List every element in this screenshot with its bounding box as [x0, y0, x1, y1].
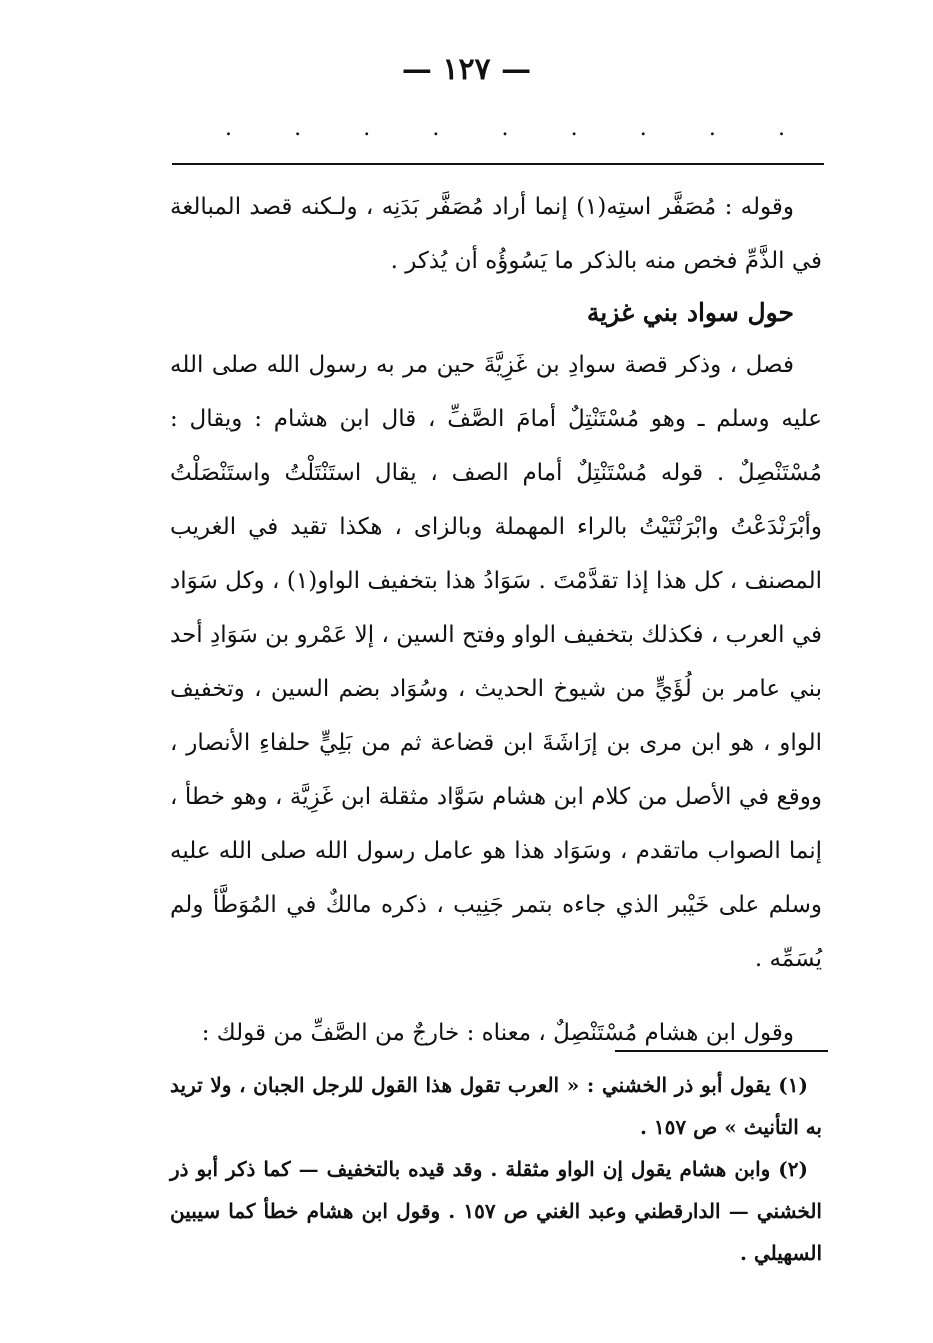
footnote-rule: [615, 1050, 828, 1052]
section-heading: حول سواد بني غزية: [586, 298, 794, 327]
dot: .: [778, 116, 785, 141]
footnote-2: (٢) وابن هشام يقول إن الواو مثقلة . وقد قيده بالتخفيف — كما ذكر أبو ذر الخشني — الدارقطني وعبد الغني ص ١٥٧ . وقول ابن هشام خطأ كما سيبين السهيلي .: [170, 1157, 822, 1265]
dot: .: [639, 116, 647, 141]
dot: .: [225, 116, 232, 141]
main-text: [170, 180, 822, 1060]
dot: .: [294, 116, 302, 141]
paragraph-intro: وقوله : مُصَفَّر استِه(١) إنما أراد مُصَفَّر بَدَنِه ، ولـكنه قصد المبالغة في الذَّمِّ فخص منه بالذكر ما يَسُوؤُه أن يُذكر .: [170, 194, 822, 274]
dot: .: [363, 116, 371, 141]
header-rule: [172, 163, 824, 165]
paragraph-main: فصل ، وذكر قصة سوادِ بن غَزِيَّةَ حين مر به رسول الله صلى الله عليه وسلم ـ وهو مُسْتَنْتِلٌ أمامَ الصَّفِّ ، قال ابن هشام : ويقال : مُسْتَنْصِلٌ . قوله مُسْتَنْتِلٌ أمام الصف ، يقال استَنْتَلْتُ واستَنْصَلْتُ وأبْرَنْدَعْتُ وابْرَنْتَيْتُ بالراء المهملة وبالزاى ، هكذا تقيد في الغريب المصنف ، كل هذا إذا تقدَّمْتَ . سَوَادُ هذا بتخفيف الواو(١) ، وكل سَوَاد في العرب ، فكذلك بتخفيف الواو وفتح السين ، إلا عَمْرو بن سَوَادِ أحد بني عامر بن لُؤَيٍّ من شيوخ الحديث ، وسُوَاد بضم السين ، وتخفيف الواو ، هو ابن مرى بن إرَاشَةَ ابن قضاعة ثم من بَلِيٍّ حلفاءِ الأنصار ، ووقع في الأصل من كلام ابن هشام سَوَّاد مثقلة ابن غَزِيَّة ، وهو خطأ ، إنما الصواب ماتقدم ، وسَوَاد هذا هو عامل رسول الله صلى الله عليه وسلم على خَيْبر الذي جاءه بتمر جَنِيب ، ذكره مالكٌ في المُوَطَّأ ولم يُسَمِّه .: [170, 352, 823, 972]
page-number: — ١٢٧ —: [401, 52, 532, 87]
footnote-1: (١) يقول أبو ذر الخشني : « العرب تقول هذا القول للرجل الجبان ، ولا تريد به التأنيث » ص ١٥٧ .: [170, 1073, 822, 1139]
paragraph-closing: وقول ابن هشام مُسْتَنْصِلٌ ، معناه : خارجٌ من الصَّفِّ من قولك :: [201, 1020, 794, 1046]
dot: .: [501, 116, 509, 141]
dot: .: [570, 116, 578, 141]
dot: .: [708, 116, 716, 141]
footnotes: [170, 1064, 822, 1274]
decorative-dots: [225, 118, 785, 140]
dot: .: [432, 116, 440, 141]
